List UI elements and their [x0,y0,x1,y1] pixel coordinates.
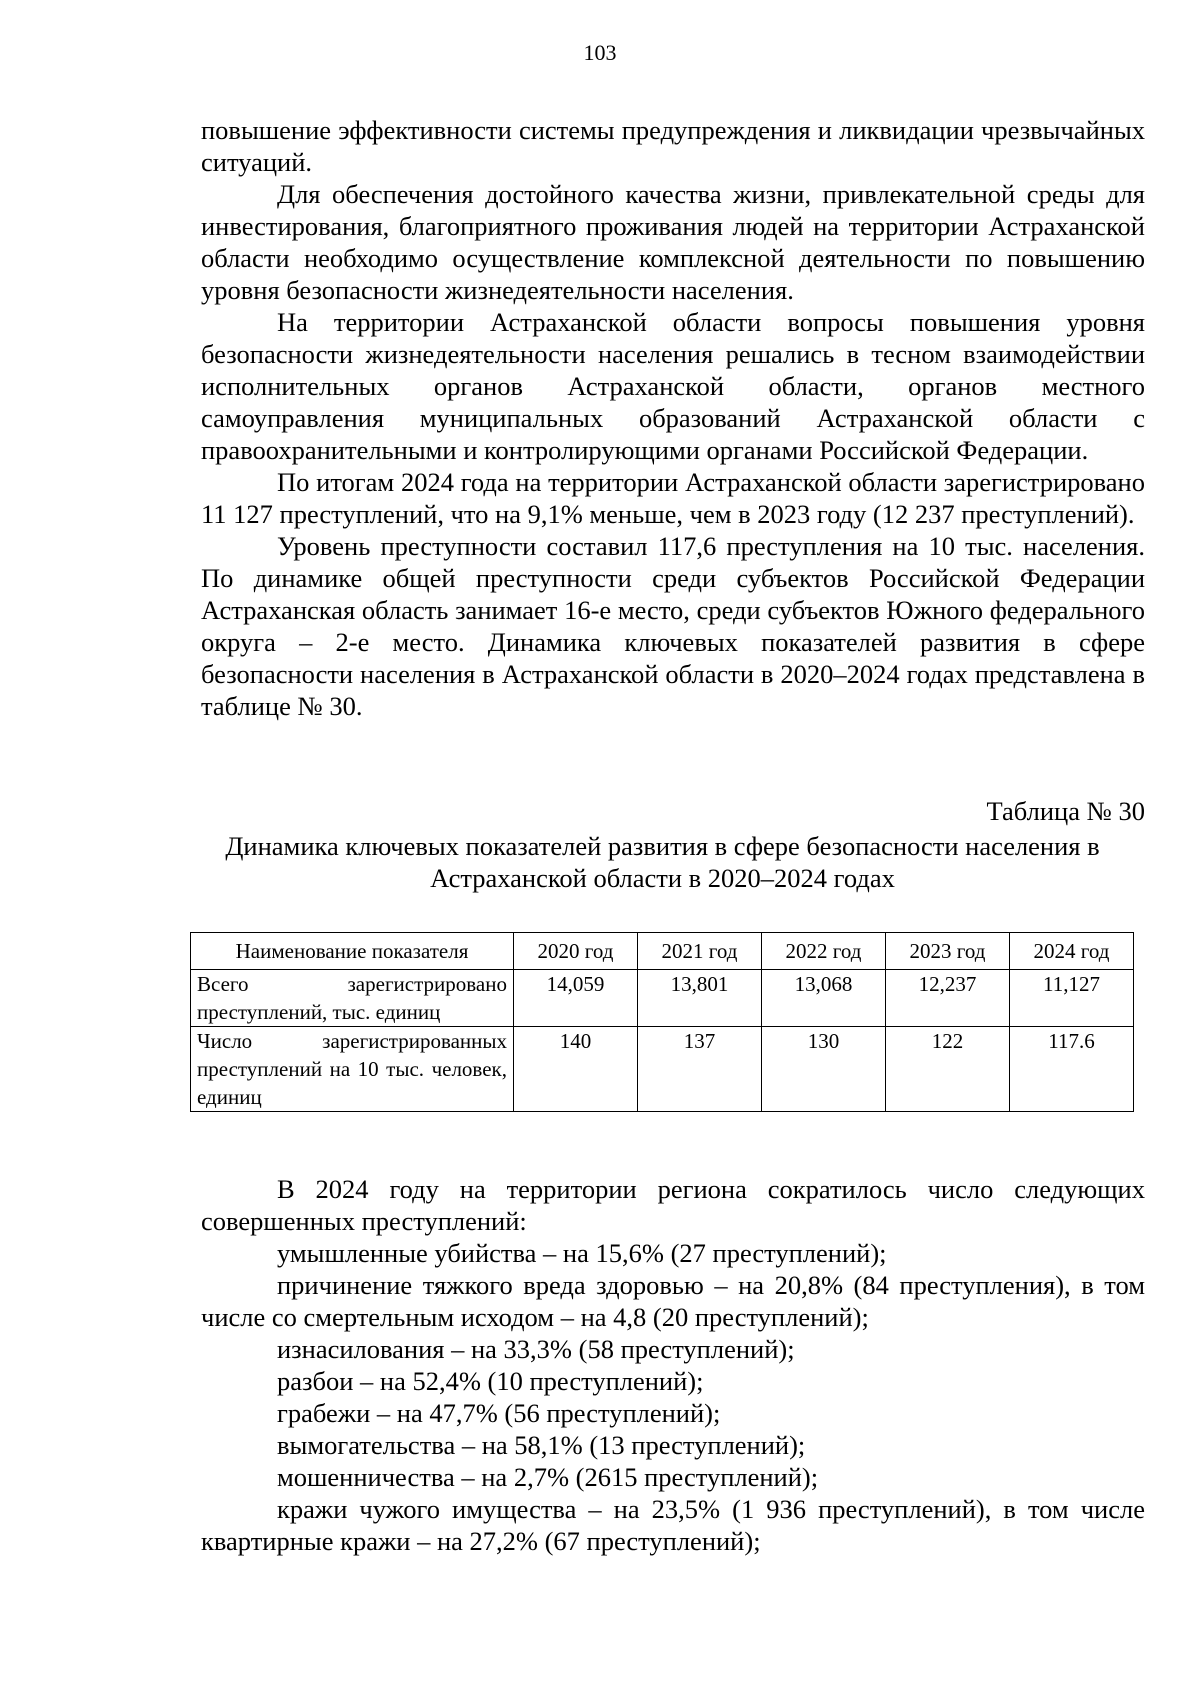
row-value: 12,237 [886,970,1010,1027]
header-name: Наименование показателя [191,933,514,970]
row-value: 13,801 [638,970,762,1027]
row-name: Число зарегистрированных преступлений на 10 тыс. человек, единиц [191,1027,514,1112]
row-name: Всего зарегистрировано преступлений, тыс. единиц [191,970,514,1027]
header-year: 2023 год [886,933,1010,970]
row-value: 13,068 [762,970,886,1027]
header-year: 2021 год [638,933,762,970]
row-value: 117.6 [1010,1027,1134,1112]
list-item: мошенничества – на 2,7% (2615 преступлений); [277,1462,819,1492]
header-year: 2024 год [1010,933,1134,970]
list-item: изнасилования – на 33,3% (58 преступлений); [277,1334,795,1364]
paragraph: Для обеспечения достойного качества жизни, привлекательной среды для инвестирования, благоприятного проживания людей на территории Астраханской области необходимо осуществление комплексной деятельности по повышению уровня безопасности жизнедеятельности населения. [201,179,1145,305]
body-text-top [201,114,1145,722]
list-item: умышленные убийства – на 15,6% (27 преступлений); [277,1238,887,1268]
row-value: 14,059 [514,970,638,1027]
indicators-table [190,932,1134,1112]
paragraph: На территории Астраханской области вопросы повышения уровня безопасности жизнедеятельности населения решались в тесном взаимодействии исполнительных органов Астраханской области, органов местного самоуправления муниципальных образований Астраханской области с правоохранительными и контролирующими органами Российской Федерации. [201,307,1145,465]
row-value: 140 [514,1027,638,1112]
page-number: 103 [583,40,617,65]
list-item: кражи чужого имущества – на 23,5% (1 936 преступлений), в том числе квартирные кражи – на 27,2% (67 преступлений); [201,1494,1145,1556]
paragraph: В 2024 году на территории региона сократилось число следующих совершенных преступлений: [201,1174,1145,1236]
header-year: 2022 год [762,933,886,970]
table-row [191,1027,1134,1112]
row-value: 130 [762,1027,886,1112]
paragraph: По итогам 2024 года на территории Астраханской области зарегистрировано 11 127 преступлений, что на 9,1% меньше, чем в 2023 году (12 237 преступлений). [201,467,1145,529]
list-item: вымогательства – на 58,1% (13 преступлений); [277,1430,806,1460]
row-value: 122 [886,1027,1010,1112]
list-item: разбои – на 52,4% (10 преступлений); [277,1366,704,1396]
paragraph: повышение эффективности системы предупреждения и ликвидации чрезвычайных ситуаций. [201,115,1145,177]
list-item: грабежи – на 47,7% (56 преступлений); [277,1398,721,1428]
table-header-row [191,933,1134,970]
table-number: Таблица № 30 [986,796,1145,826]
header-year: 2020 год [514,933,638,970]
row-value: 11,127 [1010,970,1134,1027]
row-value: 137 [638,1027,762,1112]
body-text-bottom [201,1173,1145,1557]
table-title: Динамика ключевых показателей развития в сфере безопасности населения в Астраханской области в 2020–2024 годах [225,831,1100,893]
paragraph: Уровень преступности составил 117,6 преступления на 10 тыс. населения. По динамике общей преступности среди субъектов Российской Федерации Астраханская область занимает 16-е место, среди субъектов Южного федерального округа – 2-е место. Динамика ключевых показателей развития в сфере безопасности населения в Астраханской области в 2020–2024 годах представлена в таблице № 30. [201,531,1145,721]
table-row [191,970,1134,1027]
list-item: причинение тяжкого вреда здоровью – на 20,8% (84 преступления), в том числе со смертельным исходом – на 4,8 (20 преступлений); [201,1270,1145,1332]
